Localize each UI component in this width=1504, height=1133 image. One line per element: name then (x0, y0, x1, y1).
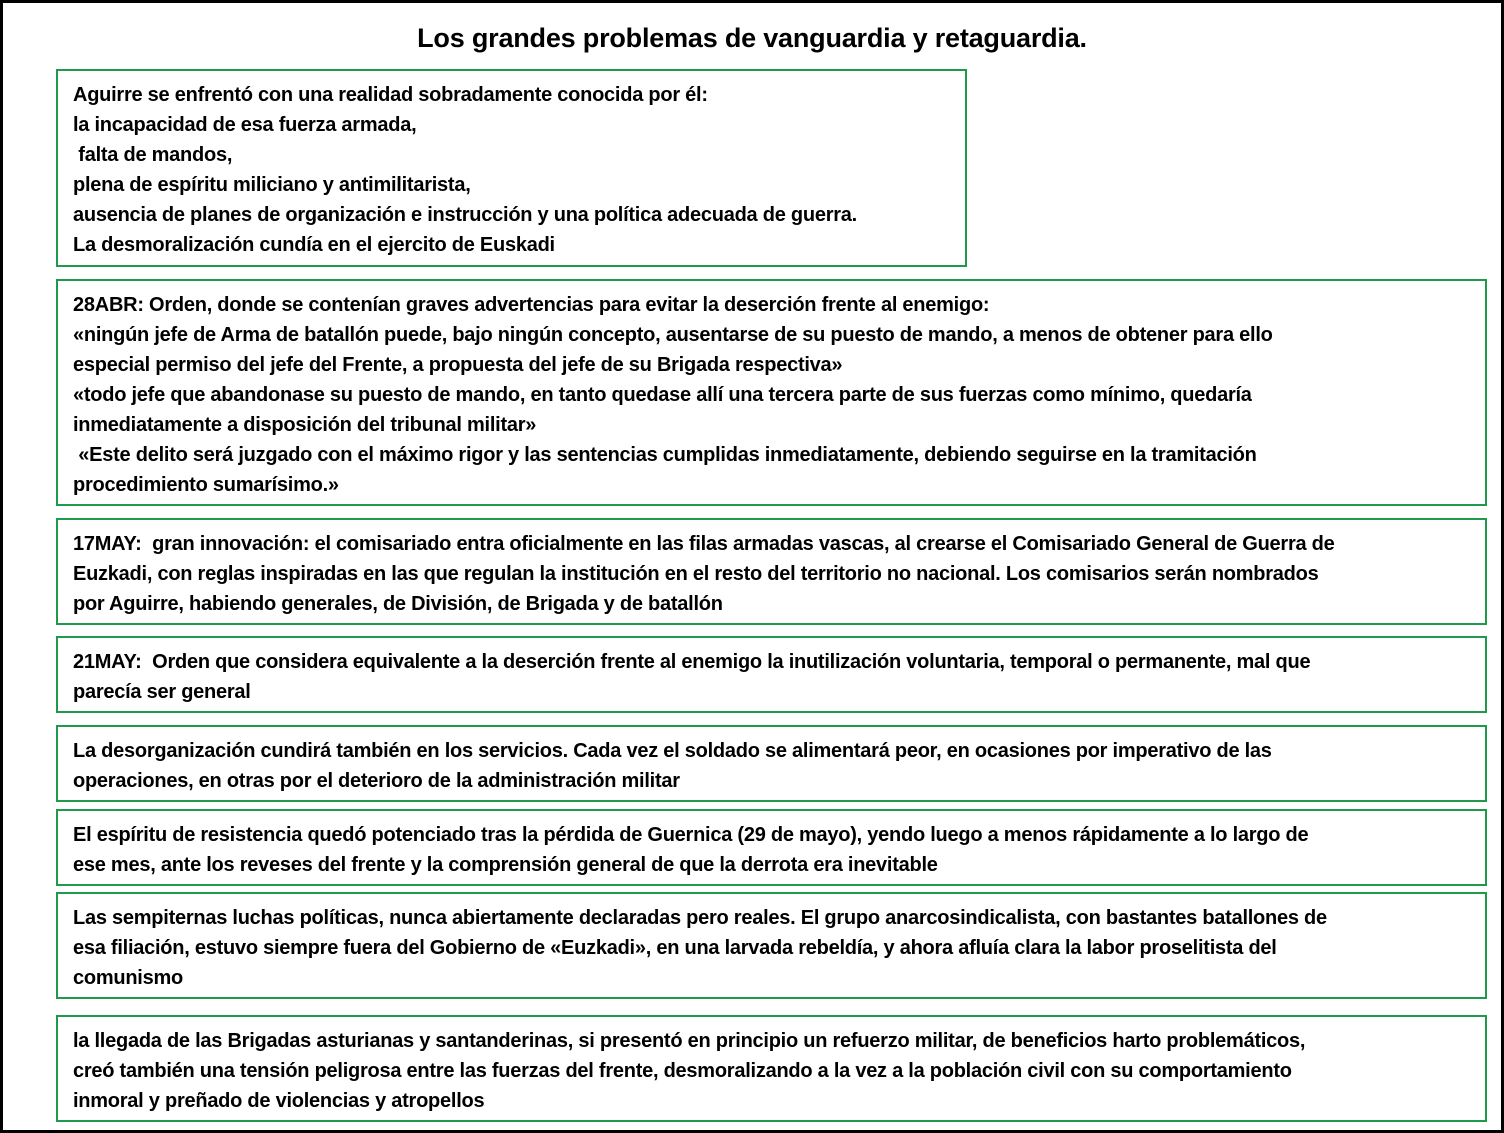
text-line: La desmoralización cundía en el ejercito de Euskadi (73, 234, 555, 256)
text-line: «Este delito será juzgado con el máximo rigor y las sentencias cumplidas inmediatamente, debiendo seguirse en la tramitación (73, 444, 1257, 466)
text-line: la llegada de las Brigadas asturianas y santanderinas, si presentó en principio un refuerzo militar, de beneficios harto problemáticos, (73, 1030, 1306, 1052)
text-line: Aguirre se enfrentó con una realidad sobradamente conocida por él: (73, 84, 708, 106)
text-box-aguirre-realidad (56, 69, 967, 267)
text-line: inmediatamente a disposición del tribunal militar» (73, 414, 537, 436)
text-box-espiritu-resistencia (56, 809, 1487, 886)
text-line: parecía ser general (73, 681, 251, 703)
text-line: inmoral y preñado de violencias y atropellos (73, 1090, 485, 1112)
text-line: especial permiso del jefe del Frente, a propuesta del jefe de su Brigada respectiva» (73, 354, 843, 376)
text-box-21may-orden (56, 636, 1487, 713)
text-box-28abr-orden (56, 279, 1487, 506)
text-box-17may-comisariado (56, 518, 1487, 625)
text-box-brigadas-asturianas (56, 1015, 1487, 1122)
text-line: falta de mandos, (73, 144, 233, 166)
text-line: esa filiación, estuvo siempre fuera del Gobierno de «Euzkadi», en una larvada rebeldía, y ahora afluía clara la labor proselitista del (73, 937, 1277, 959)
text-line: La desorganización cundirá también en los servicios. Cada vez el soldado se alimentará peor, en ocasiones por imperativo de las (73, 740, 1272, 762)
text-line: plena de espíritu miliciano y antimilitarista, (73, 174, 471, 196)
text-line: procedimiento sumarísimo.» (73, 474, 339, 496)
text-line: operaciones, en otras por el deterioro de la administración militar (73, 770, 680, 792)
text-line: El espíritu de resistencia quedó potenciado tras la pérdida de Guernica (29 de mayo), yendo luego a menos rápidamente a lo largo de (73, 824, 1309, 846)
text-line: comunismo (73, 967, 183, 989)
text-line: por Aguirre, habiendo generales, de División, de Brigada y de batallón (73, 593, 723, 615)
text-line: Las sempiternas luchas políticas, nunca abiertamente declaradas pero reales. El grupo anarcosindicalista, con bastantes batallones de (73, 907, 1327, 929)
text-box-luchas-politicas (56, 892, 1487, 999)
text-line: 21MAY: Orden que considera equivalente a la deserción frente al enemigo la inutilización voluntaria, temporal o permanente, mal que (73, 651, 1311, 673)
text-line: «ningún jefe de Arma de batallón puede, bajo ningún concepto, ausentarse de su puesto de mando, a menos de obtener para ello (73, 324, 1273, 346)
text-line: 28ABR: Orden, donde se contenían graves advertencias para evitar la deserción frente al enemigo: (73, 294, 990, 316)
text-line: ausencia de planes de organización e instrucción y una política adecuada de guerra. (73, 204, 857, 226)
text-line: 17MAY: gran innovación: el comisariado entra oficialmente en las filas armadas vascas, al crearse el Comisariado General de Guerra de (73, 533, 1335, 555)
text-line: «todo jefe que abandonase su puesto de mando, en tanto quedase allí una tercera parte de sus fuerzas como mínimo, quedaría (73, 384, 1252, 406)
page-title: Los grandes problemas de vanguardia y retaguardia. (417, 23, 1087, 53)
text-line: creó también una tensión peligrosa entre las fuerzas del frente, desmoralizando a la vez a la población civil con su comportamiento (73, 1060, 1292, 1082)
text-line: la incapacidad de esa fuerza armada, (73, 114, 417, 136)
text-box-desorganizacion (56, 725, 1487, 802)
text-line: ese mes, ante los reveses del frente y la comprensión general de que la derrota era inevitable (73, 854, 938, 876)
text-line: Euzkadi, con reglas inspiradas en las que regulan la institución en el resto del territorio no nacional. Los comisarios serán nombrados (73, 563, 1319, 585)
